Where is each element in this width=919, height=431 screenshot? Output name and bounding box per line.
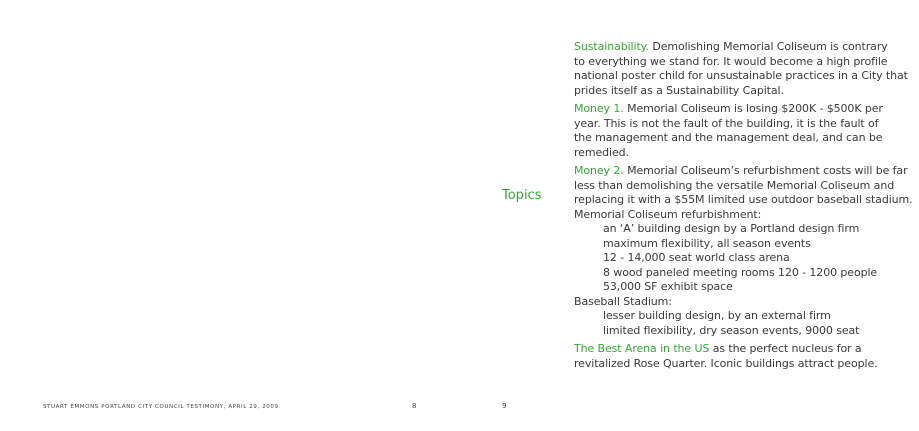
paragraph-money-1: [574, 102, 884, 160]
paragraph-lead: Sustainability.: [574, 40, 649, 53]
list-item: 12 - 14,000 seat world class arena: [603, 251, 790, 264]
section-label-topics: Topics: [502, 188, 542, 203]
text-line: [574, 40, 888, 55]
text-line: year. This is not the fault of the building, it is the fault of: [574, 116, 879, 130]
paragraph-lead: The Best Arena in the US: [574, 342, 710, 355]
paragraph-lead: Money 1.: [574, 102, 624, 115]
text-line: less than demolishing the versatile Memorial Coliseum and: [574, 178, 895, 192]
text-line: [574, 102, 884, 117]
list-item: maximum flexibility, all season events: [603, 236, 811, 250]
line-text: as the perfect nucleus for a: [709, 342, 862, 355]
paragraph-lead: Money 2.: [574, 164, 624, 177]
running-footer: STUART EMMONS PORTLAND CITY COUNCIL TESTIMONY, APRIL 29, 2009: [43, 404, 279, 410]
text-line: [574, 342, 884, 357]
list-item: limited flexibility, dry season events, 9000 seat: [603, 323, 860, 337]
page-number-right: 9: [502, 402, 507, 410]
left-page: [0, 0, 459, 431]
text-line: revitalized Rose Quarter. Iconic buildings attract people.: [574, 356, 878, 370]
right-page: [459, 0, 919, 431]
stadium-heading: Baseball Stadium:: [574, 294, 672, 308]
topics-content: [574, 40, 913, 375]
paragraph-best-arena: [574, 342, 884, 371]
coliseum-heading: Memorial Coliseum refurbishment:: [574, 207, 762, 221]
line-text: Memorial Coliseum’s refurbishment costs will be far: [623, 164, 908, 177]
list-item: an ‘A’ building design by a Portland design firm: [603, 222, 860, 235]
text-line: national poster child for unsustainable practices in a City that: [574, 69, 908, 82]
list-item: 53,000 SF exhibit space: [603, 280, 733, 293]
text-line: prides itself as a Sustainability Capital.: [574, 83, 784, 97]
line-text: Memorial Coliseum is losing $200K - $500K per: [623, 102, 883, 115]
list-item: lesser building design, by an external firm: [603, 309, 831, 322]
text-line: the management and the management deal, and can be: [574, 131, 883, 144]
page-number-left: 8: [412, 402, 417, 410]
text-line: remedied.: [574, 145, 629, 159]
text-line: [574, 164, 908, 179]
list-item: 8 wood paneled meeting rooms 120 - 1200 people: [603, 265, 878, 279]
text-line: replacing it with a $55M limited use outdoor baseball stadium.: [574, 193, 913, 206]
paragraph-money-2: [574, 164, 913, 338]
text-line: to everything we stand for. It would become a high profile: [574, 54, 888, 68]
line-text: Demolishing Memorial Coliseum is contrary: [648, 40, 888, 53]
paragraph-sustainability: [574, 40, 908, 98]
